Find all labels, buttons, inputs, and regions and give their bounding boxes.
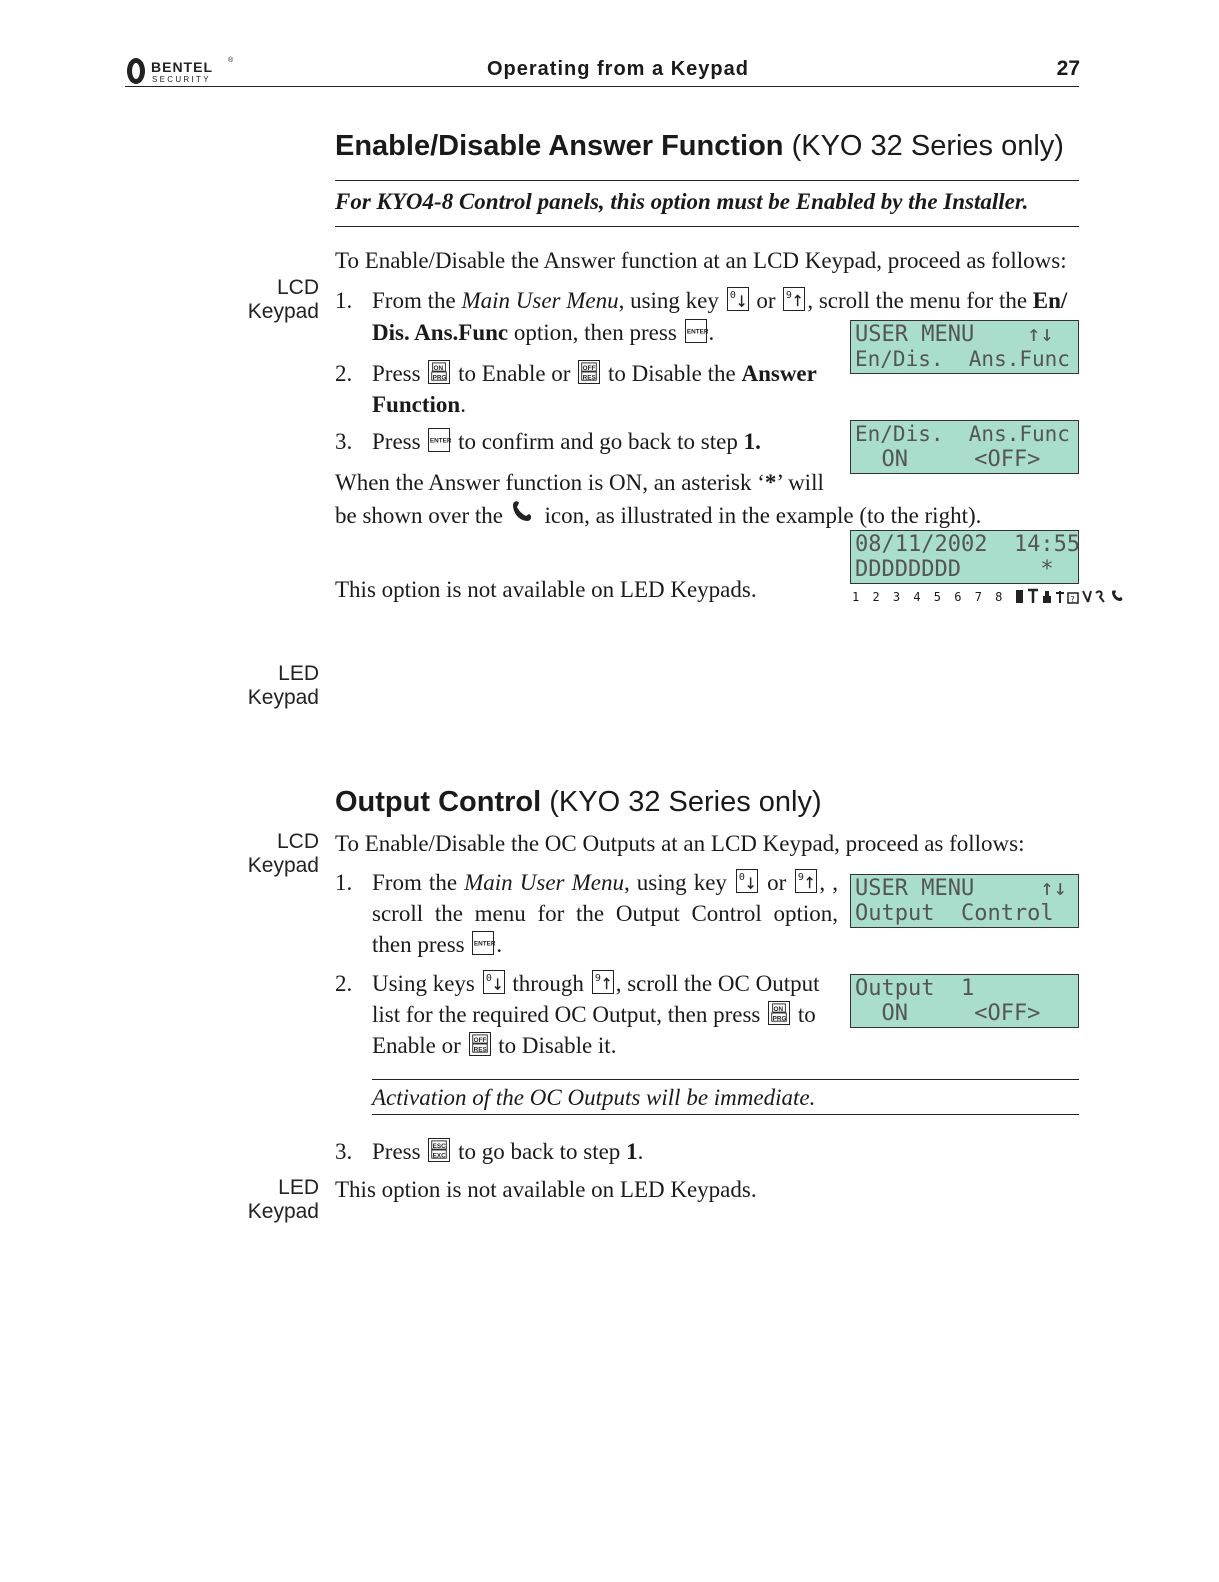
step-2: Press ON PRG to Enable or OFF RES to Disable the Answer Function. bbox=[372, 361, 817, 417]
svg-text:RES: RES bbox=[582, 374, 596, 382]
svg-text:RES: RES bbox=[473, 1046, 487, 1054]
section-intro: To Enable/Disable the Answer function at an LCD Keypad, proceed as follows: bbox=[335, 248, 1067, 273]
svg-text:9: 9 bbox=[594, 973, 601, 985]
header-rule bbox=[125, 86, 1079, 87]
divider bbox=[335, 226, 1079, 227]
svg-text:PRG: PRG bbox=[432, 374, 447, 382]
down-key-icon bbox=[736, 869, 758, 893]
divider bbox=[335, 180, 1079, 181]
svg-text:BENTEL: BENTEL bbox=[151, 59, 213, 75]
svg-text:ON: ON bbox=[773, 1006, 784, 1014]
section-intro: To Enable/Disable the OC Outputs at an LCD Keypad, proceed as follows: bbox=[335, 831, 1025, 856]
svg-text:ENTER: ENTER bbox=[430, 437, 452, 445]
step-3: Press ESC EXC to go back to step 1. bbox=[372, 1139, 644, 1164]
activation-note: Activation of the OC Outputs will be immediate. bbox=[372, 1085, 816, 1110]
step-number: 1. bbox=[335, 870, 353, 895]
zone-status-strip bbox=[852, 588, 1146, 607]
up-key-icon bbox=[592, 970, 614, 994]
svg-text:?: ? bbox=[1069, 595, 1078, 604]
section-title-answer-function: Enable/Disable Answer Function (KYO 32 Series only) bbox=[335, 130, 1064, 162]
led-keypad-label: LED Keypad bbox=[247, 1176, 319, 1223]
svg-text:SECURITY: SECURITY bbox=[152, 75, 211, 84]
lcd-keypad-label: LCD Keypad bbox=[247, 830, 319, 877]
header-title: Operating from a Keypad bbox=[487, 58, 749, 80]
asterisk-note-line2: be shown over the icon, as illustrated in the example (to the right). bbox=[335, 499, 1079, 531]
enter-key-icon bbox=[472, 931, 494, 955]
svg-text:OFF: OFF bbox=[473, 1037, 486, 1045]
lcd-display-date-time: 08/11/2002 14:55 DDDDDDDD * bbox=[850, 530, 1079, 584]
step-1-line2: Dis. Ans.Func option, then press ENTER . bbox=[372, 317, 848, 348]
step-number: 1. bbox=[335, 288, 353, 313]
step-2: Using keys 0 through 9 , scroll the OC Output list for the required OC Output, then press ON PRG to Enable or OFF RES to Disable it. bbox=[372, 971, 820, 1058]
bentel-logo bbox=[125, 54, 237, 86]
svg-text:®: ® bbox=[228, 57, 234, 64]
step-number: 3. bbox=[335, 429, 353, 454]
svg-text:OFF: OFF bbox=[582, 365, 596, 373]
divider bbox=[372, 1079, 1079, 1080]
up-key-icon bbox=[783, 287, 805, 311]
down-key-icon bbox=[483, 970, 505, 994]
lcd-display-user-menu: USER MENU ↑↓ Output Control bbox=[850, 874, 1079, 928]
step-number: 2. bbox=[335, 971, 353, 996]
svg-text:EXC: EXC bbox=[432, 1152, 447, 1160]
svg-text:ON: ON bbox=[433, 365, 444, 373]
svg-text:0: 0 bbox=[729, 290, 736, 302]
lcd-keypad-label: LCD Keypad bbox=[247, 276, 319, 323]
step-number: 2. bbox=[335, 361, 353, 386]
svg-text:ENTER: ENTER bbox=[474, 940, 496, 948]
zone-numbers: 1 2 3 4 5 6 7 8 bbox=[852, 590, 1006, 604]
step-3: Press ENTER to confirm and go back to step 1. bbox=[372, 429, 761, 454]
on-prg-key-icon bbox=[428, 360, 450, 384]
svg-text:0: 0 bbox=[485, 973, 492, 985]
phone-icon bbox=[509, 499, 539, 521]
step-1: From the Main User Menu, using key 0 or 9 , scroll the menu for the En/ bbox=[372, 288, 1068, 313]
off-res-key-icon bbox=[578, 360, 600, 384]
lcd-display-user-menu: USER MENU ↑↓ En/Dis. Ans.Func bbox=[850, 320, 1079, 374]
svg-text:PRG: PRG bbox=[772, 1015, 787, 1023]
up-key-icon bbox=[795, 869, 817, 893]
svg-text:ESC: ESC bbox=[432, 1143, 447, 1151]
lcd-display-output: Output 1 ON <OFF> bbox=[850, 974, 1079, 1028]
enter-key-icon bbox=[685, 319, 707, 343]
installer-note: For KYO4-8 Control panels, this option must be Enabled by the Installer. bbox=[335, 189, 1029, 214]
status-icons bbox=[1016, 588, 1146, 607]
svg-text:9: 9 bbox=[786, 290, 793, 302]
off-res-key-icon bbox=[469, 1032, 491, 1056]
led-keypad-label: LED Keypad bbox=[247, 662, 319, 709]
lcd-display-answer-func: En/Dis. Ans.Func ON <OFF> bbox=[850, 420, 1079, 474]
down-key-icon bbox=[727, 287, 749, 311]
led-unavailable-note: This option is not available on LED Keypads. bbox=[335, 577, 757, 602]
svg-text:9: 9 bbox=[798, 872, 805, 884]
section-title-output-control: Output Control (KYO 32 Series only) bbox=[335, 786, 822, 818]
svg-text:0: 0 bbox=[738, 872, 745, 884]
esc-key-icon bbox=[428, 1138, 450, 1162]
enter-key-icon bbox=[428, 428, 450, 452]
page-number: 27 bbox=[1056, 57, 1080, 80]
divider bbox=[372, 1114, 1079, 1115]
svg-text:ENTER: ENTER bbox=[686, 328, 709, 336]
asterisk-note-line1: When the Answer function is ON, an asterisk ‘*’ will bbox=[335, 470, 824, 495]
led-unavailable-note: This option is not available on LED Keypads. bbox=[335, 1177, 757, 1202]
step-1: From the Main User Menu, using key 0 or 9 , , scroll the menu for the Output Control option, then press ENTER . bbox=[372, 870, 838, 957]
on-prg-key-icon bbox=[768, 1001, 790, 1025]
step-number: 3. bbox=[335, 1139, 353, 1164]
